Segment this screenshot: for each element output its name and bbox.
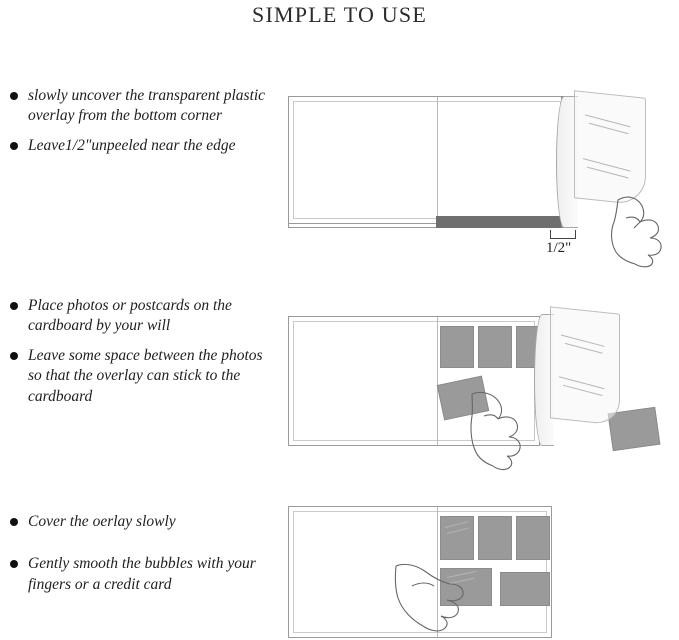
overlay-scuff-line — [559, 376, 605, 389]
list-item: slowly uncover the transparent plastic overlay from the bottom corner — [8, 86, 278, 127]
overlay-scuff-line — [447, 528, 469, 534]
overlay-scuff-line — [561, 334, 605, 346]
photo — [440, 516, 474, 560]
overlay-scuff-line — [445, 521, 469, 528]
page-title: SIMPLE TO USE — [252, 2, 427, 27]
measurement-bracket — [550, 230, 576, 239]
hand-icon — [392, 560, 488, 640]
list-item: Place photos or postcards on the cardboard by your will — [8, 296, 278, 337]
list-item: Leave some space between the photos so that the overlay can stick to the cardboard — [8, 346, 278, 407]
photo — [478, 516, 512, 560]
photo — [500, 572, 550, 606]
list-item: Leave1/2"unpeeled near the edge — [8, 136, 278, 156]
album-cover — [288, 96, 566, 224]
step-1-bullet-list — [8, 86, 278, 165]
album-page-edge-dark — [436, 216, 565, 228]
overlay-scuff-line — [583, 158, 631, 171]
album-cover-inner-border — [293, 101, 561, 219]
measurement-label: 1/2" — [546, 240, 572, 256]
overlay-flap — [550, 306, 620, 425]
overlay-scuff-line — [585, 114, 631, 127]
list-item: Cover the oerlay slowly — [8, 512, 278, 532]
illustration-album-overlay-being-smoothed — [288, 498, 668, 638]
photo — [478, 326, 512, 368]
step-2-bullet-list — [8, 296, 278, 416]
album-spine — [437, 97, 438, 223]
step-3-section — [0, 490, 679, 637]
hand-icon — [466, 388, 552, 474]
photo — [440, 326, 474, 368]
photo — [516, 516, 550, 560]
hand-icon — [604, 188, 679, 268]
step-1-section — [0, 86, 679, 276]
list-item: Gently smooth the bubbles with your fingers or a credit card — [8, 554, 278, 595]
illustration-album-with-peeled-overlay — [288, 96, 668, 276]
step-3-bullet-list — [8, 512, 278, 604]
step-2-section — [0, 296, 679, 476]
album-spine — [437, 317, 438, 445]
illustration-album-with-photos-being-placed — [288, 304, 668, 474]
